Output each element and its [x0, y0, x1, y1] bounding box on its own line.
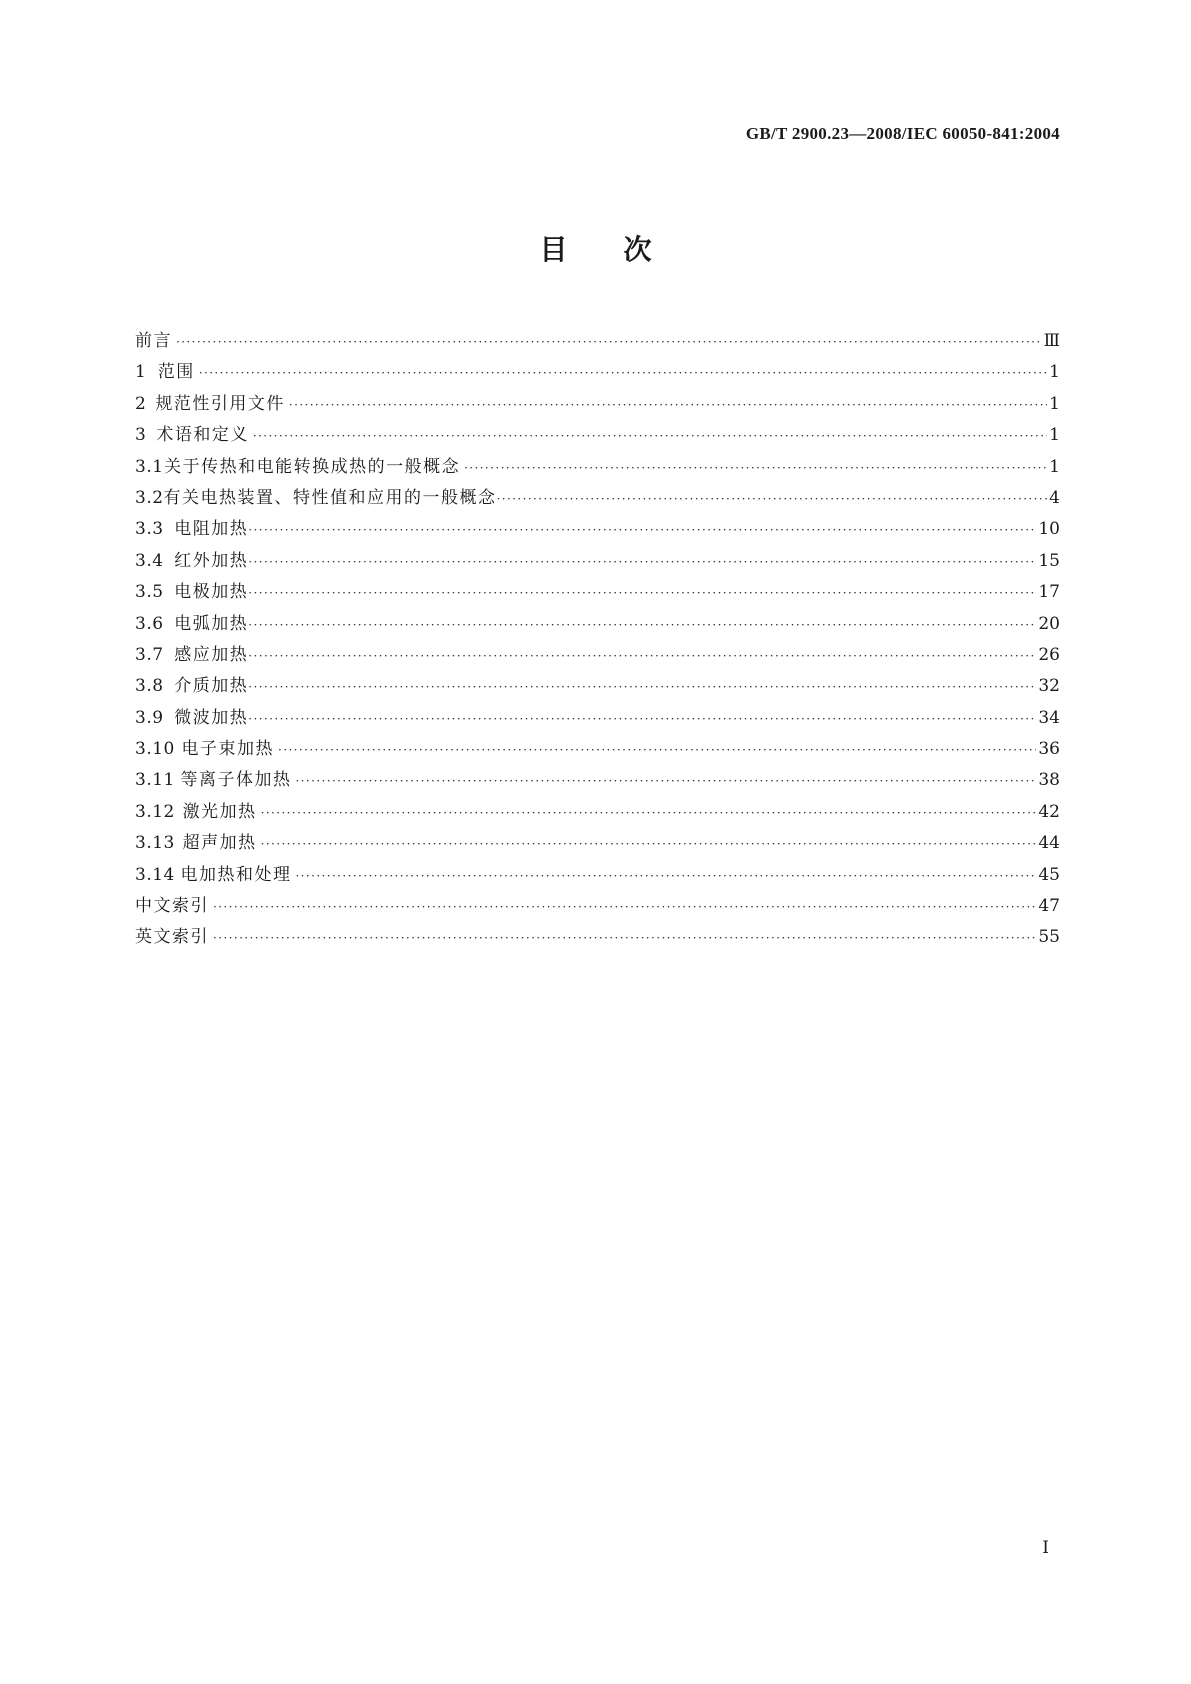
toc-entry[interactable]: [135, 357, 1060, 388]
toc-entry-page: 1: [1049, 456, 1060, 477]
toc-leader-dots: [213, 892, 1036, 923]
page-title: 目次: [539, 233, 708, 266]
toc-entry[interactable]: [135, 546, 1060, 577]
toc-leader-dots: [261, 829, 1037, 860]
toc-entry-number: 3.10: [135, 739, 175, 760]
toc-entry-title: 电子束加热: [181, 739, 275, 760]
toc-entry-title: 规范性引用文件: [155, 393, 285, 414]
toc-entry-page: 42: [1038, 801, 1060, 822]
page-number: I: [1042, 1538, 1049, 1558]
toc-entry-title: 前言: [135, 331, 172, 351]
toc-entry-number: 3.3: [135, 519, 164, 540]
toc-entry-number: 3.5: [135, 582, 164, 603]
toc-entry[interactable]: [135, 609, 1060, 640]
toc-entry-page: 26: [1038, 644, 1060, 665]
toc-leader-dots: [248, 641, 1036, 672]
toc-leader-dots: [248, 672, 1036, 703]
toc-entry-page: Ⅲ: [1043, 331, 1060, 351]
toc-entry-title: 电极加热: [174, 582, 249, 603]
toc-entry-number: 2: [135, 393, 147, 414]
toc-entry-title: 范围: [157, 362, 195, 383]
toc-leader-dots: [248, 547, 1036, 578]
toc-entry[interactable]: [135, 703, 1060, 734]
toc-entry-title: 微波加热: [174, 707, 249, 728]
toc-entry-page: 44: [1038, 833, 1060, 854]
toc-entry-number: 1: [135, 362, 147, 383]
toc-entry-title: 有关电热装置、特性值和应用的一般概念: [163, 487, 497, 508]
toc-entry-title: 超声加热: [182, 833, 257, 854]
toc-leader-dots: [278, 735, 1036, 766]
toc-entry-page: 36: [1038, 739, 1060, 760]
toc-entry-page: 1: [1049, 393, 1060, 414]
toc-leader-dots: [176, 327, 1042, 358]
toc-leader-dots: [248, 578, 1036, 609]
toc-leader-dots: [213, 923, 1036, 954]
toc-entry[interactable]: [135, 860, 1060, 891]
toc-entry-title: 术语和定义: [156, 425, 249, 446]
toc-entry[interactable]: [135, 514, 1060, 545]
toc-entry-number: 3.4: [135, 550, 164, 571]
toc-entry-title: 介质加热: [174, 676, 249, 697]
toc-entry-page: 17: [1038, 582, 1060, 603]
toc-entry[interactable]: [135, 420, 1060, 451]
toc-entry-title: 英文索引: [135, 927, 209, 948]
toc-entry-title: 电加热和处理: [180, 864, 292, 885]
standard-number: GB/T 2900.23—2008/IEC 60050-841:2004: [745, 124, 1060, 143]
toc-leader-dots: [295, 861, 1036, 892]
toc-entry-number: 3.13: [135, 833, 175, 854]
toc-leader-dots: [497, 484, 1048, 515]
toc-entry-number: 3.12: [135, 801, 175, 822]
toc-entry[interactable]: [135, 671, 1060, 702]
toc-entry[interactable]: [135, 389, 1060, 420]
toc-entry-page: 47: [1038, 896, 1060, 917]
toc-leader-dots: [248, 610, 1036, 641]
toc-entry[interactable]: [135, 797, 1060, 828]
toc-entry-title: 感应加热: [174, 644, 249, 665]
toc-leader-dots: [261, 798, 1037, 829]
toc-entry-page: 1: [1049, 425, 1060, 446]
toc-entry-title: 激光加热: [182, 801, 257, 822]
toc-entry[interactable]: [135, 828, 1060, 859]
toc-entry-page: 1: [1049, 362, 1060, 383]
toc-entry-number: 3.6: [135, 613, 164, 634]
toc-entry-number: 3.1: [135, 456, 164, 477]
toc-entry-page: 4: [1049, 487, 1060, 508]
toc-entry-page: 34: [1038, 707, 1060, 728]
toc-entry-page: 32: [1038, 676, 1060, 697]
toc-entry[interactable]: [135, 483, 1060, 514]
toc-entry-number: 3.8: [135, 676, 164, 697]
toc-leader-dots: [295, 766, 1036, 797]
toc-entry-page: 38: [1038, 770, 1060, 791]
toc-entry-page: 15: [1038, 550, 1060, 571]
toc-leader-dots: [248, 515, 1036, 546]
toc-leader-dots: [199, 358, 1047, 389]
toc-entry[interactable]: [135, 452, 1060, 483]
toc-entry-title: 电阻加热: [174, 519, 249, 540]
toc-entry-title: 中文索引: [135, 896, 209, 917]
toc-entry-number: 3.2: [135, 487, 164, 508]
table-of-contents: [135, 326, 1060, 954]
toc-leader-dots: [248, 704, 1036, 735]
toc-entry-number: 3: [135, 425, 147, 446]
toc-entry-number: 3.7: [135, 644, 164, 665]
toc-leader-dots: [253, 421, 1047, 452]
toc-entry[interactable]: [135, 922, 1060, 953]
toc-entry-title: 等离子体加热: [180, 770, 292, 791]
toc-entry[interactable]: [135, 765, 1060, 796]
toc-entry[interactable]: [135, 891, 1060, 922]
toc-entry[interactable]: [135, 577, 1060, 608]
toc-entry-page: 20: [1038, 613, 1060, 634]
toc-entry-number: 3.9: [135, 707, 164, 728]
toc-leader-dots: [289, 390, 1047, 421]
toc-entry-title: 电弧加热: [174, 613, 249, 634]
toc-entry-page: 45: [1038, 864, 1060, 885]
toc-entry-number: 3.11: [135, 770, 175, 791]
toc-entry[interactable]: [135, 326, 1060, 357]
toc-entry[interactable]: [135, 734, 1060, 765]
toc-entry-title: 红外加热: [174, 550, 249, 571]
toc-entry-page: 55: [1038, 927, 1060, 948]
toc-entry-title: 关于传热和电能转换成热的一般概念: [164, 456, 461, 477]
toc-leader-dots: [464, 453, 1047, 484]
toc-entry[interactable]: [135, 640, 1060, 671]
toc-entry-page: 10: [1038, 519, 1060, 540]
toc-entry-number: 3.14: [135, 864, 175, 885]
